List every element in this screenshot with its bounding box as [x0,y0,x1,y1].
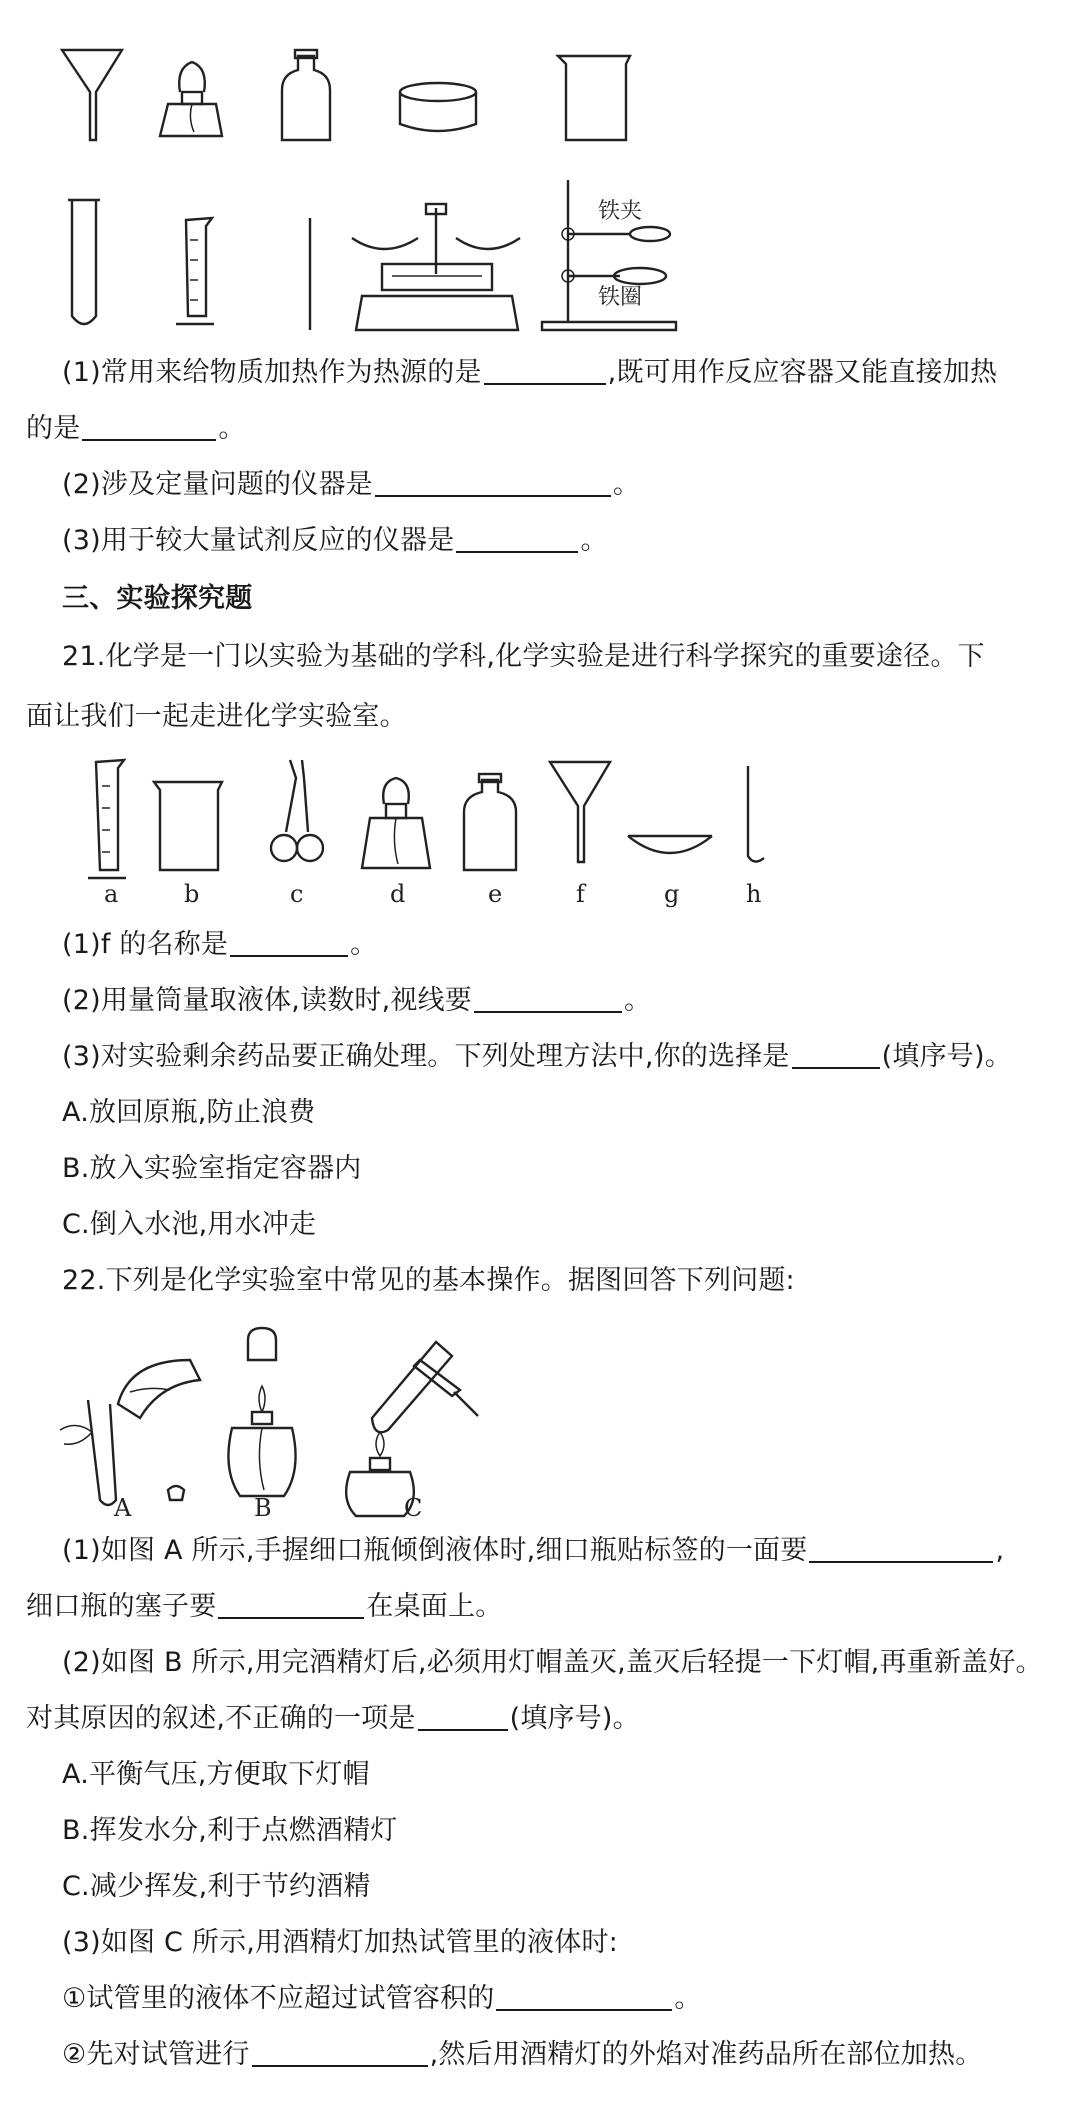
q20-part1-text-b: ,既可用作反应容器又能直接加热 [607,357,998,388]
q20-part2 [62,468,640,502]
answer-blank[interactable] [252,2039,428,2067]
answer-blank[interactable] [230,929,348,957]
q20-part2-text-b: 。 [612,469,641,500]
q21-stem-line1: 21.化学是一门以实验为基础的学科,化学实验是进行科学探究的重要途径。下 [62,641,985,672]
fig2-label-c: c [290,880,304,908]
q22-step1-text-b: 。 [674,1983,702,2014]
test-tube-drawing [748,766,764,862]
q21-option-c: C.倒入水池,用水冲走 [62,1209,317,1240]
funnel-drawing [550,762,610,862]
q20-part3-text-a: (3)用于较大量试剂反应的仪器是 [62,525,455,556]
q20-part1-line2 [26,412,246,446]
balance-drawing [352,204,520,330]
beaker-drawing [154,782,222,870]
q22-part2-line1: (2)如图 B 所示,用完酒精灯后,必须用灯帽盖灭,盖灭后轻提一下灯帽,再重新盖好。 [62,1647,1043,1678]
q22-option-a: A.平衡气压,方便取下灯帽 [62,1759,370,1790]
fig2-label-b: b [184,880,200,908]
fig2-label-e: e [488,880,503,908]
answer-blank[interactable] [474,985,622,1013]
operations-figure [0,1320,1080,1520]
q21-option-a: A.放回原瓶,防止浪费 [62,1097,316,1128]
q20-part1-text-a: (1)常用来给物质加热作为热源的是 [62,357,482,388]
apparatus-figure-1 [0,0,1080,340]
crystallizing-dish-drawing [400,83,476,131]
answer-blank[interactable] [82,413,216,441]
fig2-label-g: g [664,880,680,908]
q22-option-c: C.减少挥发,利于节约酒精 [62,1871,371,1902]
q21-part1-text-b: 。 [350,929,378,960]
q21-part3-text-a: (3)对实验剩余药品要正确处理。下列处理方法中,你的选择是 [62,1041,790,1072]
fig2-label-d: d [390,880,406,908]
alcohol-lamp-drawing [160,62,222,136]
q22-part2-text-b: 对其原因的叙述,不正确的一项是 [26,1703,416,1734]
label-iron-ring: 铁圈 [598,285,643,310]
q22-part1-text-b: , [995,1535,1005,1566]
q21-part1 [62,928,377,962]
reagent-bottle-drawing [464,774,516,870]
q22-step2-text-b: ,然后用酒精灯的外焰对准药品所在部位加热。 [429,2039,983,2070]
answer-blank[interactable] [375,469,611,497]
q20-part3-text-b: 。 [580,525,608,556]
q21-part1-text-a: (1)f 的名称是 [62,929,229,960]
q21-stem-line2: 面让我们一起走进化学实验室。 [26,701,407,732]
fig2-label-a: a [104,880,119,908]
q22-part2-line2 [26,1702,640,1736]
reagent-bottle-drawing [282,50,330,140]
q21-option-b: B.放入实验室指定容器内 [62,1153,362,1184]
q21-part3-text-b: (填序号)。 [881,1041,1012,1072]
evaporating-dish-drawing [628,836,712,853]
q22-part1-text-c: 细口瓶的塞子要 [26,1591,217,1622]
fig2-label-f: f [576,880,585,908]
fig3-label-a: A [114,1494,132,1520]
lamp-with-cap-drawing [228,1328,295,1496]
q22-part1-line2 [26,1590,502,1624]
answer-blank[interactable] [456,525,578,553]
crucible-tongs-drawing [271,760,323,861]
answer-blank[interactable] [218,1591,364,1619]
q22-part3: (3)如图 C 所示,用酒精灯加热试管里的液体时: [62,1927,618,1958]
q22-stem: 22.下列是化学实验室中常见的基本操作。据图回答下列问题: [62,1265,795,1296]
beaker-drawing [558,56,630,140]
answer-blank[interactable] [792,1041,880,1069]
section-title: 三、实验探究题 [62,583,253,614]
q21-part2-text-a: (2)用量筒量取液体,读数时,视线要 [62,985,473,1016]
q22-step2 [62,2038,982,2072]
answer-blank[interactable] [484,357,606,385]
q22-option-b: B.挥发水分,利于点燃酒精灯 [62,1815,398,1846]
pouring-liquid-drawing [60,1360,200,1505]
answer-blank[interactable] [496,1983,672,2011]
alcohol-lamp-drawing [362,778,430,868]
apparatus-figure-2 [0,752,1080,912]
q22-part2-text-c: (填序号)。 [509,1703,640,1734]
q22-part1-line1 [62,1534,1004,1568]
graduated-cylinder-drawing [88,760,126,878]
q21-part3 [62,1040,1012,1074]
q20-part2-text-a: (2)涉及定量问题的仪器是 [62,469,373,500]
q22-step1 [62,1982,702,2016]
fig2-label-h: h [746,880,762,908]
label-iron-clamp: 铁夹 [598,199,643,224]
q20-part1-line1 [62,356,997,390]
q22-part1-text-d: 在桌面上。 [366,1591,503,1622]
q22-step1-text-a: ①试管里的液体不应超过试管容积的 [62,1983,495,2014]
q20-part3 [62,524,608,558]
answer-blank[interactable] [809,1535,993,1563]
test-tube-drawing [68,200,100,324]
q22-step2-text-a: ②先对试管进行 [62,2039,250,2070]
q21-part2-text-b: 。 [624,985,652,1016]
answer-blank[interactable] [418,1703,508,1731]
fig3-label-b: B [254,1494,272,1520]
q20-part1-text-d: 。 [218,413,246,444]
fig3-label-c: C [404,1494,423,1520]
q21-part2 [62,984,651,1018]
funnel-drawing [62,50,122,140]
graduated-cylinder-drawing [176,218,214,324]
q22-part1-text-a: (1)如图 A 所示,手握细口瓶倾倒液体时,细口瓶贴标签的一面要 [62,1535,808,1566]
q20-part1-text-c: 的是 [26,413,81,444]
heating-test-tube-drawing [346,1342,478,1516]
